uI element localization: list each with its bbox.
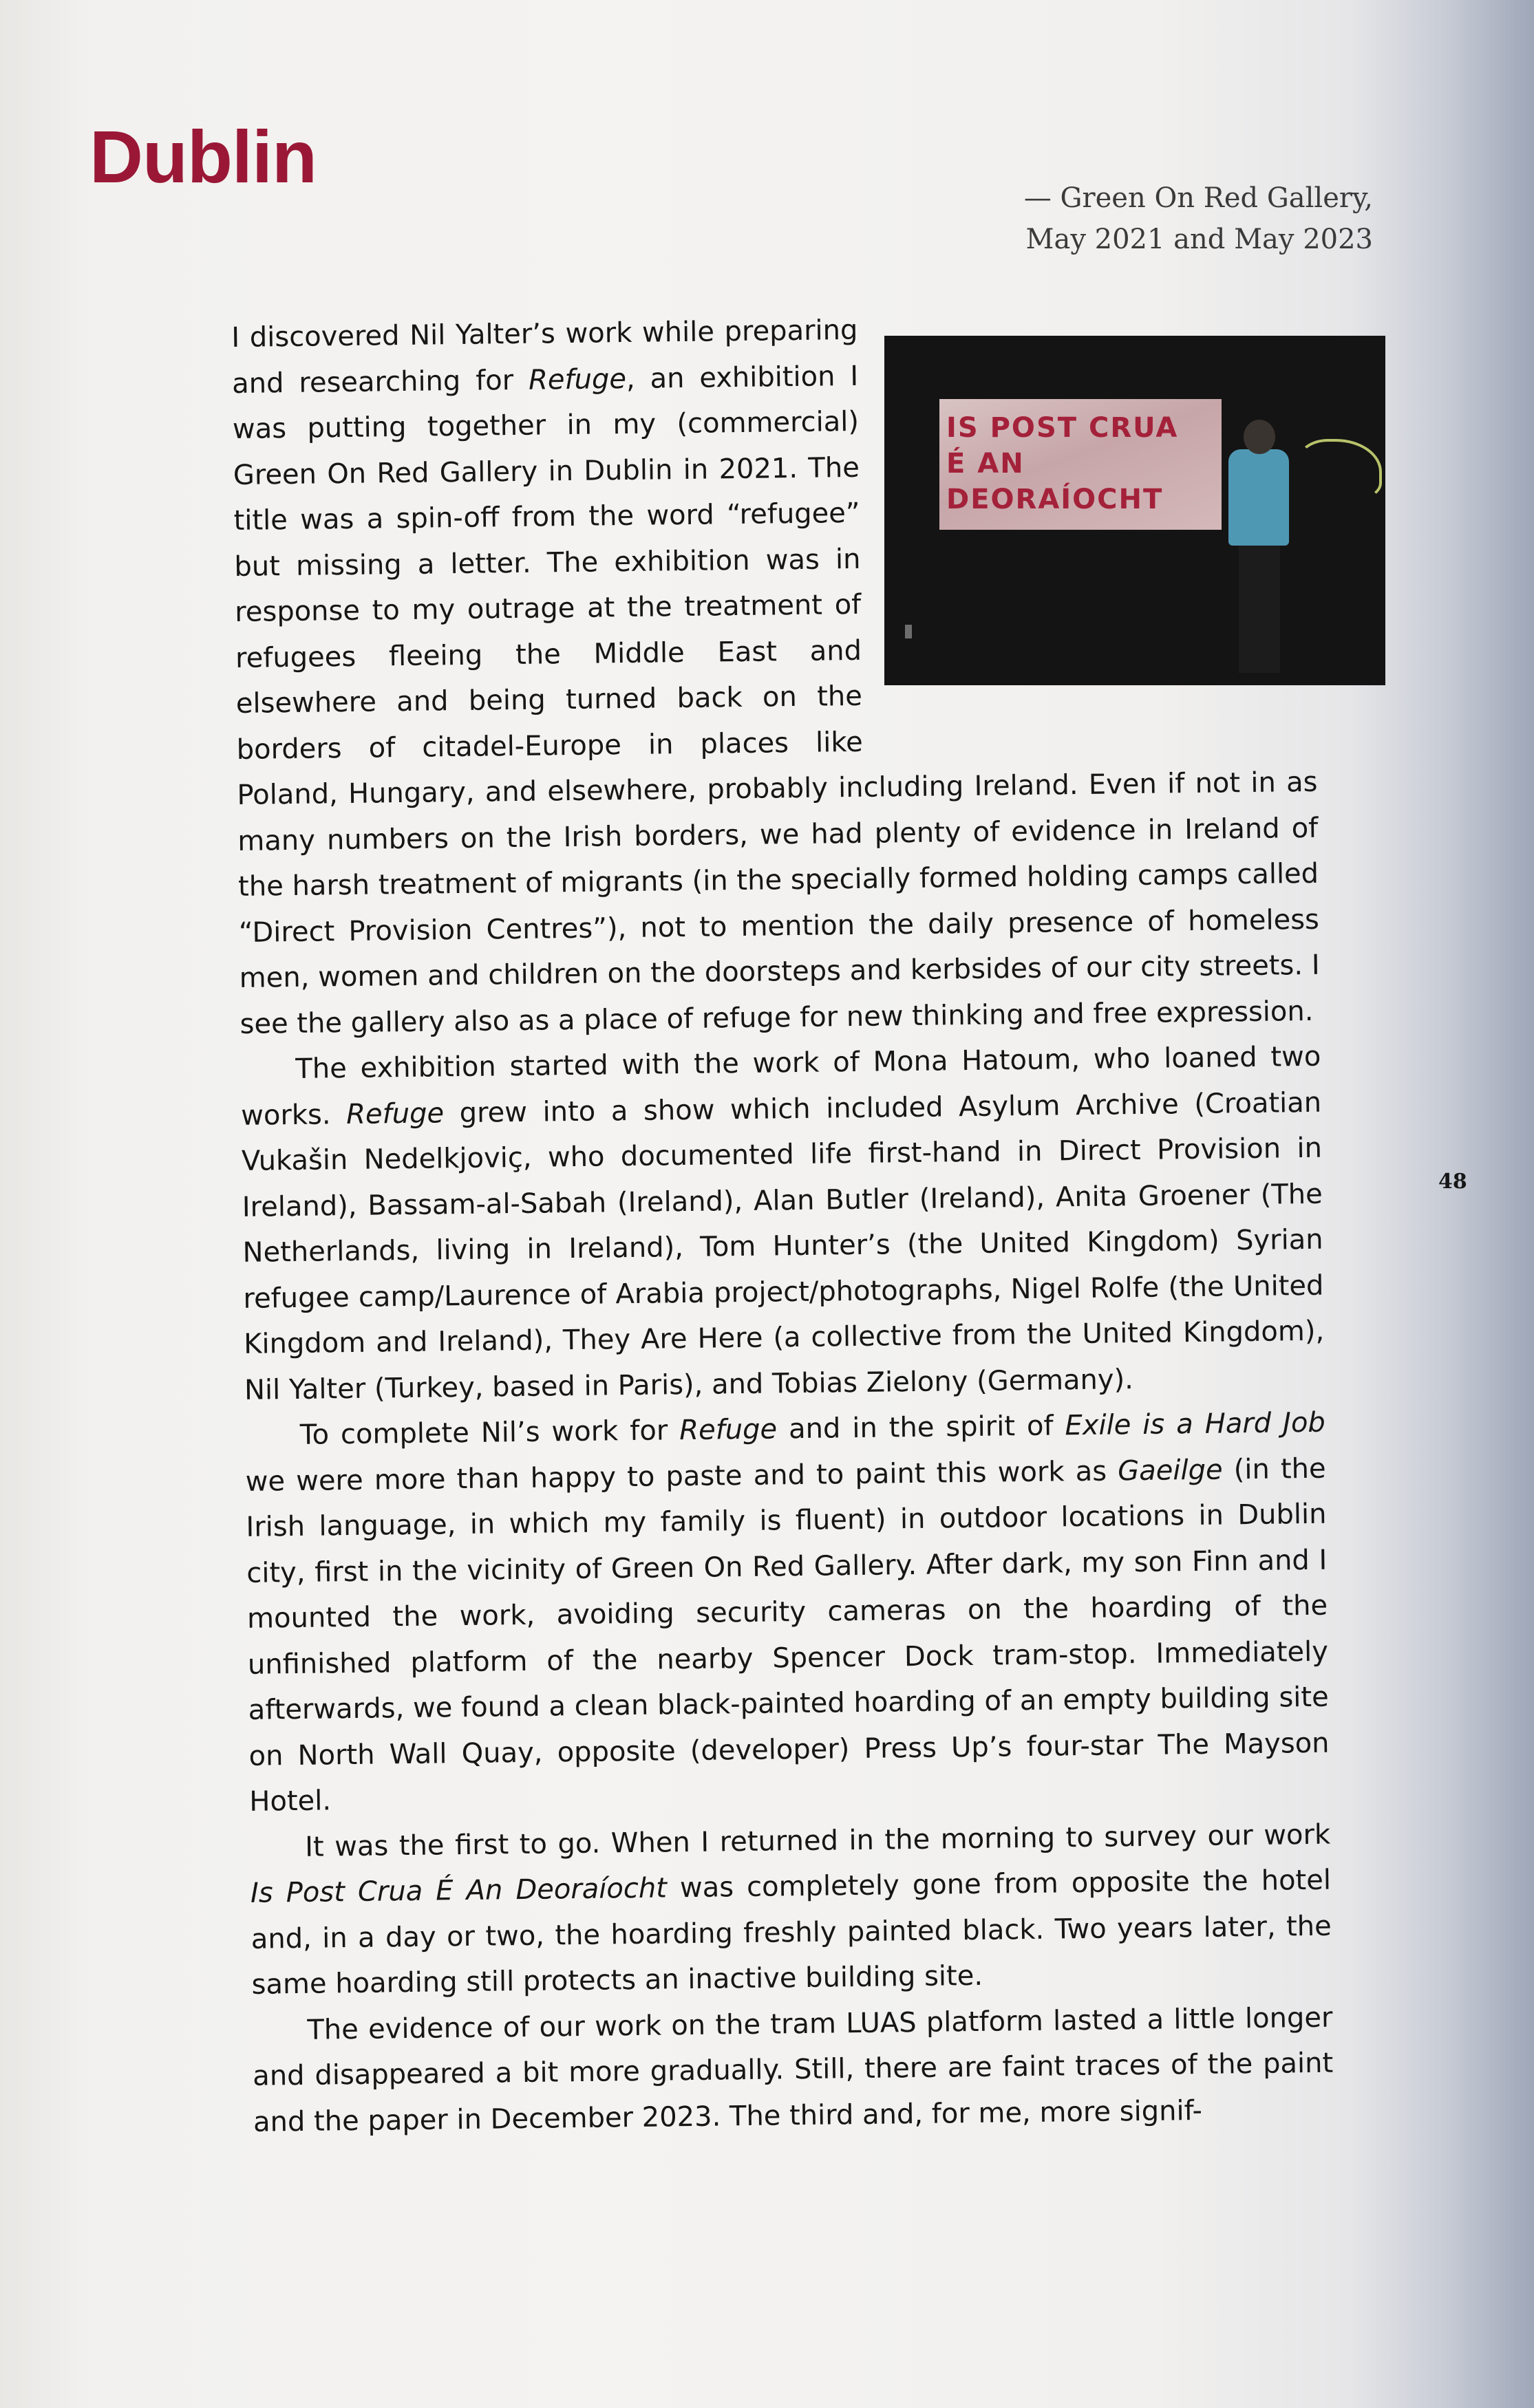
paragraph-2: The exhibition started with the work of Mona Hatoum, who loaned two works. Refuge grew into a show which included Asylum Archive (Croatian Vukašin Nedelkjoviç, who documented life first-hand in Direct Provision in Ireland), Bassam-al-Sabah (Ireland), Alan Butler (Ireland), Anita Groener (The Netherlands, living in Ireland), Tom Hunter’s (the United Kingdom) Syrian refugee camp/Laurence of Arabia project/photographs, Nigel Rolfe (the United Kingdom and Ireland), They Are Here (a collective from the United Kingdom), Nil Yalter (Turkey, based in Paris), and Tobias Zielony (Germany). — [240, 1040, 1325, 1406]
subtitle-line-2: May 2021 and May 2023 — [1025, 224, 1373, 255]
subtitle — [1024, 178, 1373, 260]
image-float-spacer — [885, 302, 1317, 720]
subtitle-line-1: — Green On Red Gallery, — [1023, 182, 1373, 214]
italic-title: Refuge — [679, 1413, 778, 1447]
page-title: Dublin — [89, 115, 317, 198]
italic-title: Refuge — [345, 1097, 445, 1130]
italic-title: Refuge — [528, 363, 627, 396]
paragraph-5: The evidence of our work on the tram LUAS platform lasted a little longer and disappeared a bit more gradually. Still, there are faint traces of the paint and the paper in December 2023. The third and, for me, more signif- — [252, 2001, 1334, 2138]
italic-title: Is Post Crua É An Deoraíocht — [250, 1872, 668, 1909]
italic-title: Gaeilge — [1117, 1454, 1223, 1487]
article-body — [231, 302, 1334, 2145]
page-number: 48 — [1438, 1170, 1467, 1194]
paragraph-4: It was the first to go. When I returned in the morning to survey our work Is Post Crua É An Deoraíocht was completely gone from opposite the hotel and, in a day or two, the hoarding freshly painted black. Two years later, the same hoarding still protects an inactive building site. — [250, 1818, 1332, 2001]
italic-title: Exile is a Hard Job — [1065, 1406, 1326, 1442]
poster-line-2: É AN DEORAÍOCHT — [946, 448, 1164, 515]
paragraph-3: To complete Nil’s work for Refuge and in the spirit of Exile is a Hard Job we were more than happy to paste and to paint this work as Gaeilge (in the Irish language, in which my family is fluent) in outdoor locations in Dublin city, first in the vicinity of Green On Red Gallery. After dark, my son Finn and I mounted the work, avoiding security cameras on the hoarding of the unfinished platform of the nearby Spencer Dock tram-stop. Immediately afterwards, we found a clean black-painted hoarding of an empty building site on North Wall Quay, opposite (developer) Press Up’s four-star The Mayson Hotel. — [245, 1406, 1330, 1818]
paragraph-1: I discovered Nil Yalter’s work while preparing and researching for Refuge, an exhibition I was putting together in my (commercial) Green On Red Gallery in Dublin in 2021. The title was a spin-off from the word “refugee” but missing a letter. The exhibition was in response to my outrage at the treatment of refugees fleeing the Middle East and elsewhere and being turned back on the borders of citadel-Europe in places like Poland, Hungary, and elsewhere, probably including Ireland. Even if not in as many numbers on the Irish borders, we had plenty of evidence in Ireland of the harsh treatment of migrants (in the specially formed holding camps called “Direct Provision Centres”), not to mention the daily presence of homeless men, women and children on the doorsteps and kerbsides of our city streets. I see the gallery also as a place of refuge for new thinking and free expression. — [231, 314, 1320, 1040]
poster-line-1: IS POST CRUA — [946, 412, 1179, 444]
